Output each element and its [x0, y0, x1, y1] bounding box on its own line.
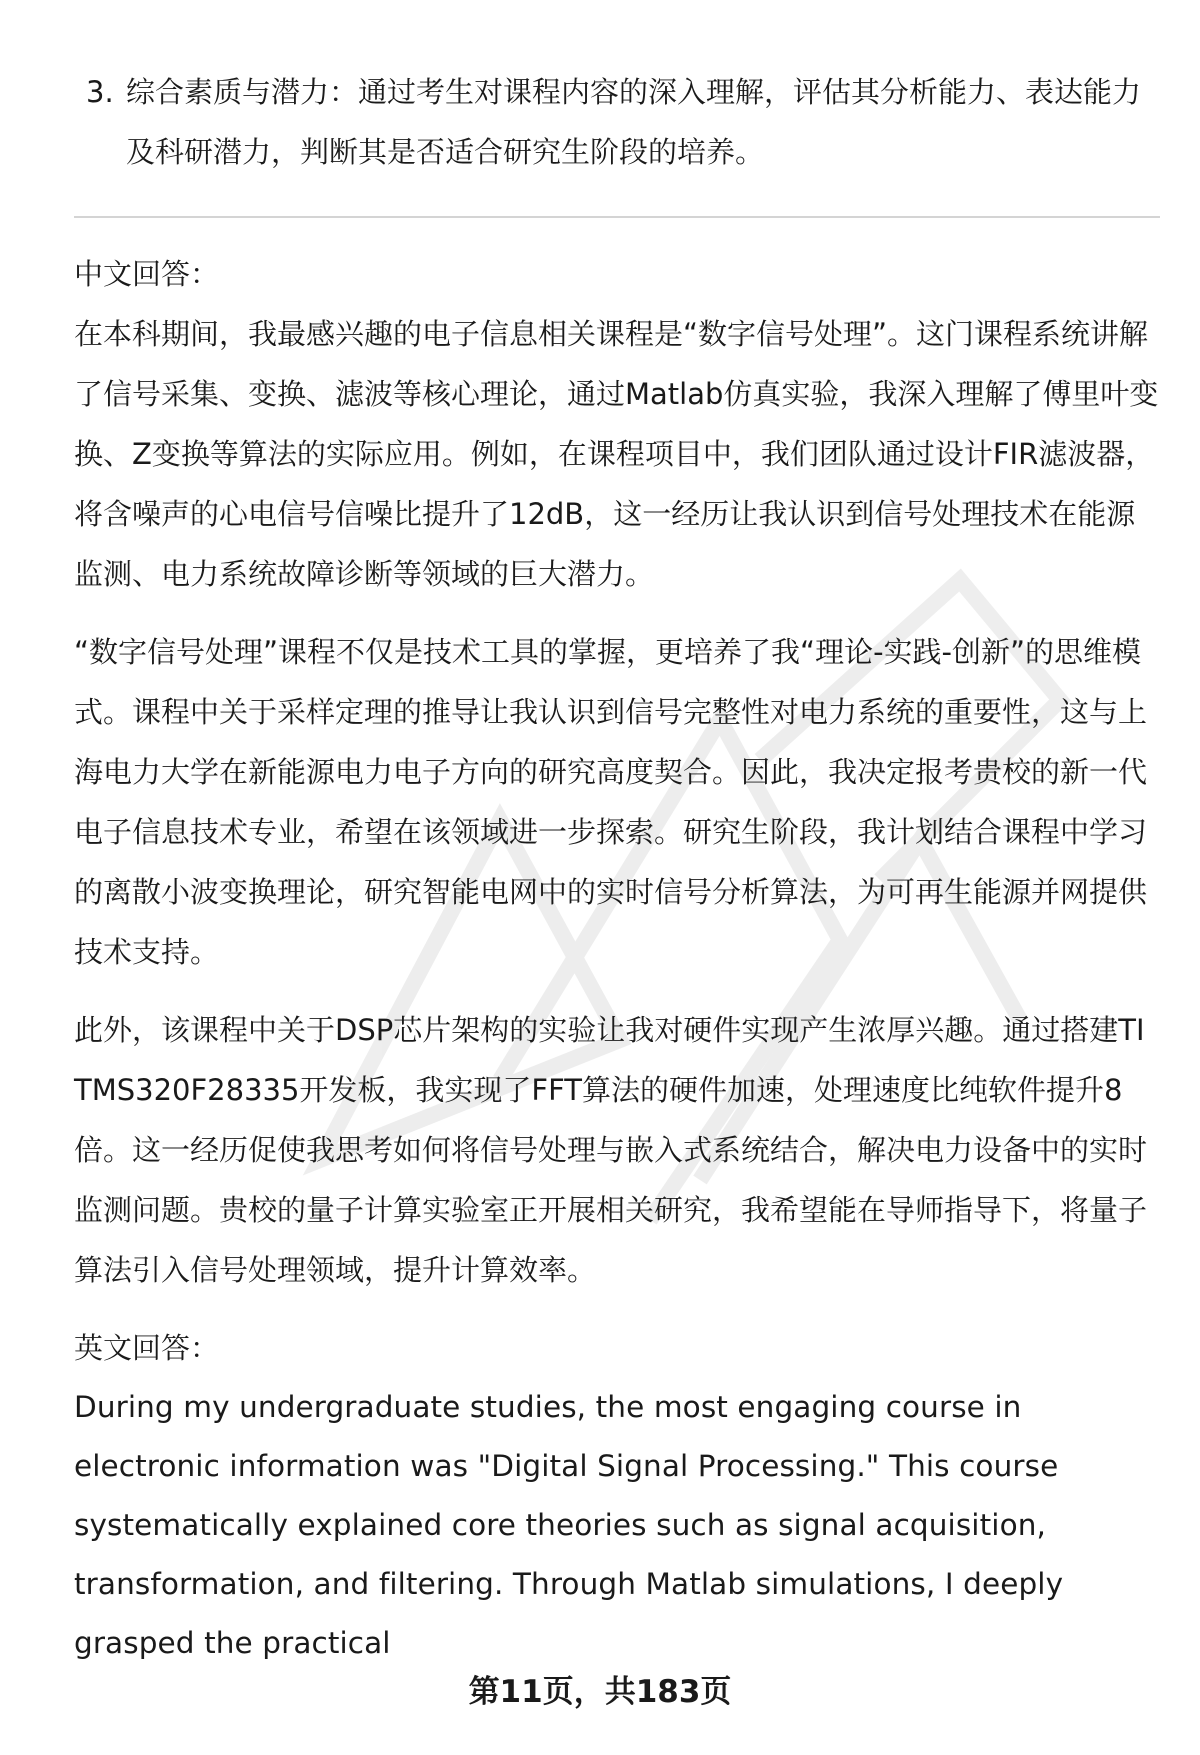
list-number: 3.	[86, 75, 114, 109]
chinese-paragraph-3: 此外，该课程中关于DSP芯片架构的实验让我对硬件实现产生浓厚兴趣。通过搭建TI TMS320F28335开发板，我实现了FFT算法的硬件加速，处理速度比纯软件提升8倍。这一经历促使我思考如何将信号处理与嵌入式系统结合，解决电力设备中的实时监测问题。贵校的量子计算实验室正开展相关研究，我希望能在导师指导下，将量子算法引入信号处理领域，提升计算效率。	[74, 1013, 1148, 1287]
english-answer-heading: 英文回答：	[74, 1331, 220, 1365]
chinese-paragraph-1: 在本科期间，我最感兴趣的电子信息相关课程是“数字信号处理”。这门课程系统讲解了信号采集、变换、滤波等核心理论，通过Matlab仿真实验，我深入理解了傅里叶变换、Z变换等算法的实际应用。例如，在课程项目中，我们团队通过设计FIR滤波器，将含噪声的心电信号信噪比提升了12dB，这一经历让我认识到信号处理技术在能源监测、电力系统故障诊断等领域的巨大潜力。	[74, 317, 1159, 591]
chinese-paragraph-2: “数字信号处理”课程不仅是技术工具的掌握，更培养了我“理论-实践-创新”的思维模式。课程中关于采样定理的推导让我认识到信号完整性对电力系统的重要性，这与上海电力大学在新能源电力电子方向的研究高度契合。因此，我决定报考贵校的新一代电子信息技术专业，希望在该领域进一步探索。研究生阶段，我计划结合课程中学习的离散小波变换理论，研究智能电网中的实时信号分析算法，为可再生能源并网提供技术支持。	[74, 635, 1148, 969]
section-divider	[74, 216, 1160, 218]
chinese-answer-heading: 中文回答：	[74, 257, 220, 291]
english-paragraph: During my undergraduate studies, the most engaging course in electronic information was "Digital Signal Processing." This course systematically explained core theories such as signal acquisition, transformation, and filtering. Through Matlab simulations, I deeply grasped the practical	[74, 1390, 1064, 1660]
list-item-text: 综合素质与潜力：通过考生对课程内容的深入理解，评估其分析能力、表达能力及科研潜力，判断其是否适合研究生阶段的培养。	[126, 75, 1142, 169]
main-content	[74, 62, 1160, 1673]
page-number-footer: 第11页，共183页	[468, 1674, 732, 1710]
criteria-list-item	[74, 62, 1160, 182]
